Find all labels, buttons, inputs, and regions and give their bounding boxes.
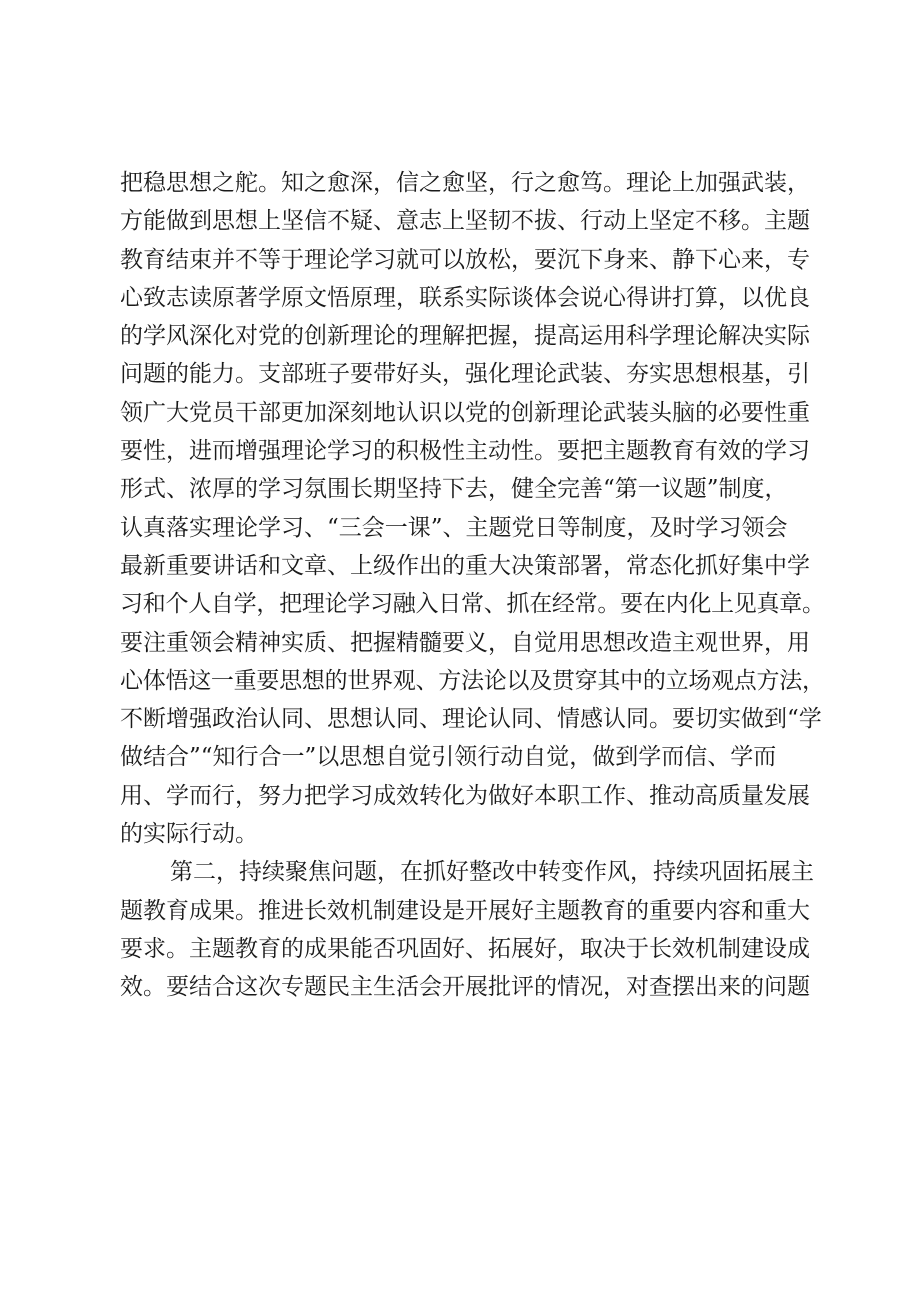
text-line: 最新重要讲话和文章、上级作出的重大决策部署，常态化抓好集中学 [120,552,810,579]
text-line: 要求。主题教育的成果能否巩固好、拓展好，取决于长效机制建设成 [120,935,810,962]
text-line: 效。要结合这次专题民主生活会开展批评的情况，对查摆出来的问题 [120,974,810,1001]
text-line: 教育结束并不等于理论学习就可以放松，要沉下身来、静下心来，专 [120,246,810,273]
text-line: 领广大党员干部更加深刻地认识以党的创新理论武装头脑的必要性重 [120,399,810,426]
text-line: 认真落实理论学习、“三会一课”、主题党日等制度，及时学习领会 [120,514,788,541]
text-line: 方能做到思想上坚信不疑、意志上坚韧不拔、行动上坚定不移。主题 [120,208,810,235]
text-line: 用、学而行，努力把学习成效转化为做好本职工作、推动高质量发展 [120,782,810,809]
text-line: 要注重领会精神实质、把握精髓要义，自觉用思想改造主观世界，用 [120,629,810,656]
body-text [120,164,825,1007]
text-line: 的学风深化对党的创新理论的理解把握，提高运用科学理论解决实际 [120,323,810,350]
text-line: 要性，进而增强理论学习的积极性主动性。要把主题教育有效的学习 [120,438,810,465]
text-line: 心致志读原著学原文悟原理，联系实际谈体会说心得讲打算，以优良 [120,284,810,311]
text-line: 不断增强政治认同、思想认同、理论认同、情感认同。要切实做到“学 [120,706,822,733]
paragraph-start-line: 第二，持续聚焦问题，在抓好整改中转变作风，持续巩固拓展主 [170,859,814,886]
text-line: 把稳思想之舵。知之愈深，信之愈坚，行之愈笃。理论上加强武装， [120,170,810,196]
text-line: 形式、浓厚的学习氛围长期坚持下去，健全完善“第一议题”制度， [120,476,788,503]
text-line: 题教育成果。推进长效机制建设是开展好主题教育的重要内容和重大 [120,897,810,924]
text-line: 习和个人自学，把理论学习融入日常、抓在经常。要在内化上见真章。 [120,591,825,618]
text-line: 问题的能力。支部班子要带好头，强化理论武装、夯实思想根基，引 [120,361,810,388]
text-line: 的实际行动。 [120,821,258,848]
text-line: 心体悟这一重要思想的世界观、方法论以及贯穿其中的立场观点方法， [120,667,825,694]
text-line: 做结合”“知行合一”以思想自觉引领行动自觉，做到学而信、学而 [120,744,777,771]
